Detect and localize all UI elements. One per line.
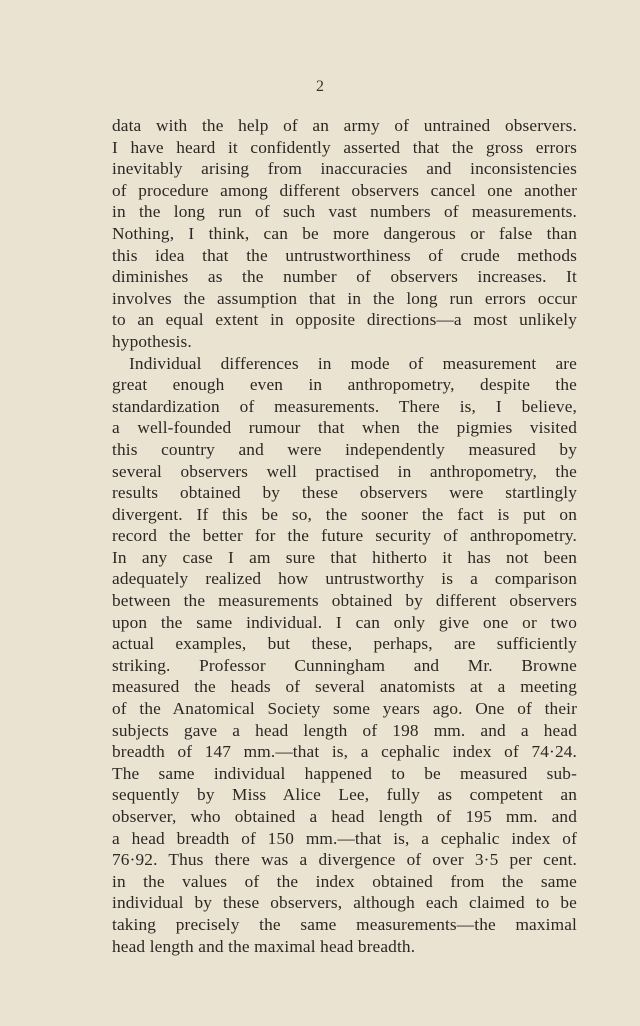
text-line: hypothesis. xyxy=(112,331,192,351)
text-line: involves the assumption that in the long run errors occur xyxy=(112,288,577,308)
text-line: in the values of the index obtained from the same xyxy=(112,871,577,891)
text-line: results obtained by these observers were startlingly xyxy=(112,483,577,503)
text-line: striking. Professor Cunningham and Mr. Browne xyxy=(112,655,577,675)
text-line: several observers well practised in anthropometry, the xyxy=(112,461,577,481)
text-line: diminishes as the number of observers increases. It xyxy=(112,267,577,287)
text-line: a well-founded rumour that when the pigmies visited xyxy=(112,418,577,438)
text-line: standardization of measurements. There is, I believe, xyxy=(112,396,577,416)
text-line: 76·92. Thus there was a divergence of over 3·5 per cent. xyxy=(112,850,577,870)
text-line: great enough even in anthropometry, despite the xyxy=(112,375,577,395)
page-number: 2 xyxy=(316,78,324,95)
text-line: upon the same individual. I can only give one or two xyxy=(112,612,577,632)
text-line: In any case I am sure that hitherto it has not been xyxy=(112,547,577,567)
text-line: sequently by Miss Alice Lee, fully as competent an xyxy=(112,785,577,805)
text-line: adequately realized how untrustworthy is a comparison xyxy=(112,569,577,589)
text-line: between the measurements obtained by different observers xyxy=(112,591,577,611)
text-line: this idea that the untrustworthiness of crude methods xyxy=(112,245,577,265)
text-line: of the Anatomical Society some years ago. One of their xyxy=(112,699,577,719)
text-line: Nothing, I think, can be more dangerous or false than xyxy=(112,223,577,243)
text-line: measured the heads of several anatomists at a meeting xyxy=(112,677,577,697)
text-line: The same individual happened to be measured sub- xyxy=(112,763,577,783)
text-line: taking precisely the same measurements—the maximal xyxy=(112,914,577,934)
text-line: this country and were independently measured by xyxy=(112,439,577,459)
text-line: divergent. If this be so, the sooner the fact is put on xyxy=(112,504,577,524)
text-line: in the long run of such vast numbers of measurements. xyxy=(112,202,577,222)
text-line: individual by these observers, although each claimed to be xyxy=(112,893,577,913)
text-line: Individual differences in mode of measurement are xyxy=(129,353,577,373)
text-line: to an equal extent in opposite directions—a most unlikely xyxy=(112,310,577,330)
text-line: observer, who obtained a head length of 195 mm. and xyxy=(112,807,577,826)
text-line: of procedure among different observers cancel one another xyxy=(112,180,577,200)
text-line: data with the help of an army of untrained observers. xyxy=(112,116,577,135)
text-line: record the better for the future security of anthropometry. xyxy=(112,526,577,546)
text-line: I have heard it confidently asserted that the gross errors xyxy=(112,137,577,157)
text-line: head length and the maximal head breadth. xyxy=(112,936,416,956)
text-line: actual examples, but these, perhaps, are sufficiently xyxy=(112,634,577,654)
text-line: subjects gave a head length of 198 mm. and a head xyxy=(112,720,577,740)
body-text xyxy=(112,115,577,957)
text-line: a head breadth of 150 mm.—that is, a cephalic index of xyxy=(112,828,577,848)
text-line: inevitably arising from inaccuracies and inconsistencies xyxy=(112,159,577,179)
text-line: breadth of 147 mm.—that is, a cephalic index of 74·24. xyxy=(112,742,577,762)
